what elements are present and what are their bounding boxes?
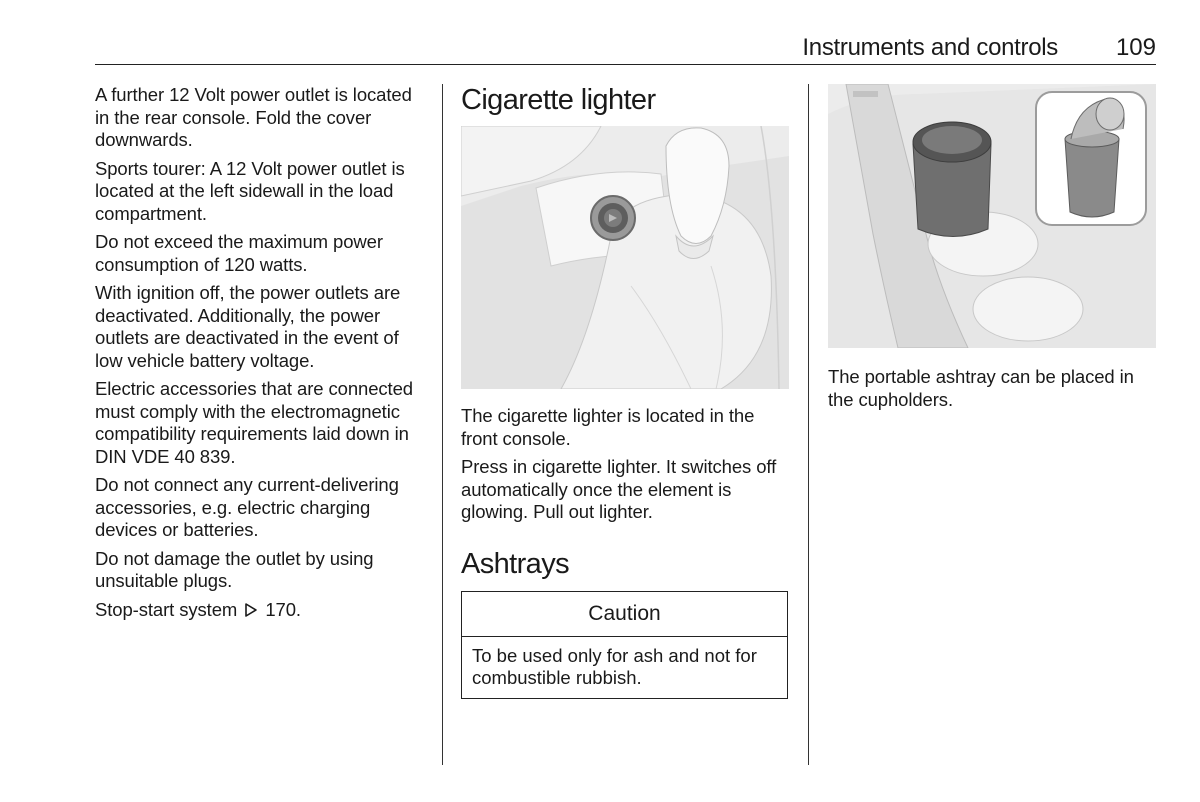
caution-box <box>461 591 788 699</box>
paragraph: Do not exceed the maximum power consumption of 120 watts. <box>95 231 383 275</box>
triangle-arrow-icon <box>244 601 258 617</box>
caution-text: To be used only for ash and not for combustible rubbish. <box>472 644 757 688</box>
ashtray-illustration <box>828 84 1156 348</box>
column-middle <box>461 84 789 699</box>
column-left <box>95 84 427 627</box>
column-divider <box>808 84 809 765</box>
paragraph: The cigarette lighter is located in the front console. <box>461 405 755 449</box>
page-number: 109 <box>1115 34 1156 61</box>
xref-page: 170. <box>265 598 301 620</box>
caution-title: Caution <box>462 592 787 637</box>
paragraph: Do not damage the outlet by using unsuitable plugs. <box>95 547 374 591</box>
paragraph: A further 12 Volt power outlet is located in the rear console. Fold the cover downwards. <box>95 84 412 150</box>
section-title: Instruments and controls <box>802 34 1058 61</box>
paragraph: Sports tourer: A 12 Volt power outlet is located at the left sidewall in the load compartment. <box>95 157 405 224</box>
ashtrays-heading: Ashtrays <box>461 547 570 580</box>
column-divider <box>442 84 443 765</box>
cigarette-lighter-illustration <box>461 126 789 389</box>
paragraph: With ignition off, the power outlets are deactivated. Additionally, the power outlets are deactivated in the event of low vehicle battery voltage. <box>95 282 401 371</box>
page-header <box>95 30 1156 65</box>
cross-reference[interactable] <box>95 599 427 622</box>
column-right <box>828 84 1158 417</box>
xref-label: Stop-start system <box>95 598 238 620</box>
ashtray-caption: The portable ashtray can be placed in the cupholders. <box>828 366 1134 410</box>
paragraph: Electric accessories that are connected must comply with the electromagnetic compatibility requirements laid down in <box>95 378 413 444</box>
cigarette-lighter-heading: Cigarette lighter <box>461 84 656 116</box>
paragraph: DIN VDE 40 839. <box>95 445 236 467</box>
paragraph: Do not connect any current-delivering accessories, e.g. electric charging devices or batteries. <box>95 474 399 540</box>
paragraph: Press in cigarette lighter. It switches off automatically once the element is glowing. Pull out lighter. <box>461 456 777 522</box>
